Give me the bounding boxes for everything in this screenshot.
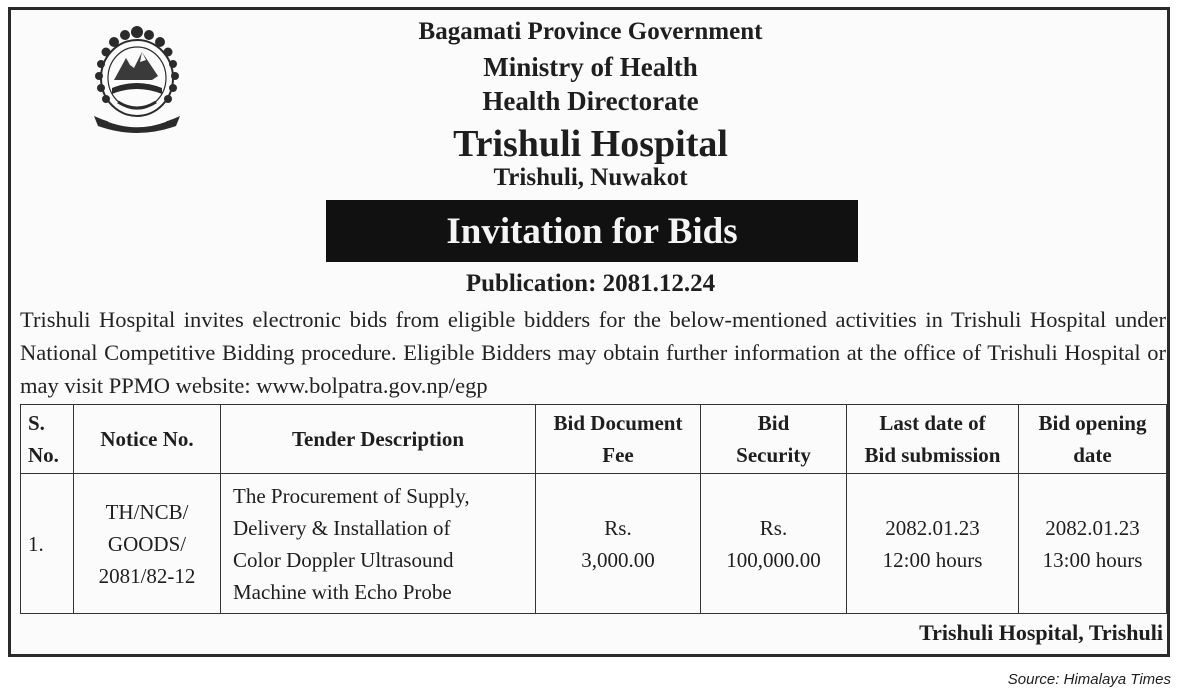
header-opening-date <box>1019 405 1167 474</box>
text-line: 100,000.00 <box>726 547 821 572</box>
text-line: Rs. <box>759 515 788 540</box>
header-last-date <box>847 405 1019 474</box>
intro-paragraph: Trishuli Hospital invites electronic bids from eligible bidders for the below-mentioned activities in Trishuli Hospital under National Competitive Bidding procedure. Eligible Bidders may obtain further information at the office of Trishuli Hospital or may visit PPMO website: www.bolpatra.gov.np/egp <box>20 307 1166 398</box>
text-line: 2081/82-12 <box>98 563 196 588</box>
cell-sno: 1. <box>21 474 74 614</box>
invitation-banner: Invitation for Bids <box>326 200 858 262</box>
tender-table <box>20 404 1167 614</box>
text-line: 3,000.00 <box>581 547 655 572</box>
text-line: Last date of <box>879 411 986 435</box>
text-line: 2082.01.23 <box>1045 515 1140 540</box>
header-bid-security <box>701 405 847 474</box>
cell-last-date <box>847 474 1019 614</box>
text-line: Notice No. <box>100 427 194 451</box>
hospital-location: Trishuli, Nuwakot <box>493 164 688 191</box>
cell-opening-date <box>1019 474 1167 614</box>
cell-bid-document-fee <box>536 474 701 614</box>
publication-date: Publication: 2081.12.24 <box>465 270 716 297</box>
header-bid-document-fee <box>536 405 701 474</box>
government-heading: Bagamati Province Government <box>418 18 763 45</box>
table-row <box>21 474 1167 614</box>
text-line: No. <box>28 443 59 467</box>
text-line: Color Doppler Ultrasound <box>233 547 454 572</box>
header-tender-description <box>221 405 536 474</box>
directorate-heading: Health Directorate <box>482 86 699 116</box>
source-credit: Source: Himalaya Times <box>1007 671 1171 688</box>
text-line: 12:00 hours <box>882 547 983 572</box>
text-line: TH/NCB/ <box>105 499 189 524</box>
footer-signature: Trishuli Hospital, Trishuli <box>919 620 1163 645</box>
cell-notice-no <box>74 474 221 614</box>
text-line: Fee <box>602 443 634 467</box>
text-line: Bid opening <box>1038 411 1147 435</box>
text-line: Bid Document <box>553 411 683 435</box>
header-notice-no <box>74 405 221 474</box>
text-line: 13:00 hours <box>1042 547 1143 572</box>
hospital-title: Trishuli Hospital <box>453 123 728 165</box>
text-line: Bid <box>757 411 790 435</box>
text-line: GOODS/ <box>107 531 187 556</box>
text-line: Rs. <box>604 515 632 540</box>
text-line: Bid submission <box>864 443 1001 467</box>
text-line: date <box>1073 443 1112 467</box>
cell-bid-security <box>701 474 847 614</box>
text-line: 2082.01.23 <box>885 515 980 540</box>
table-header-row <box>21 405 1167 474</box>
text-line: S. <box>28 411 45 435</box>
text-line: Security <box>736 443 811 467</box>
text-line: Machine with Echo Probe <box>233 579 452 604</box>
text-line: Tender Description <box>291 427 465 451</box>
ministry-heading: Ministry of Health <box>483 52 698 82</box>
header-sno <box>21 405 74 474</box>
text-line: Delivery & Installation of <box>233 515 451 540</box>
text-line: The Procurement of Supply, <box>233 483 470 508</box>
cell-tender-description <box>221 474 536 614</box>
